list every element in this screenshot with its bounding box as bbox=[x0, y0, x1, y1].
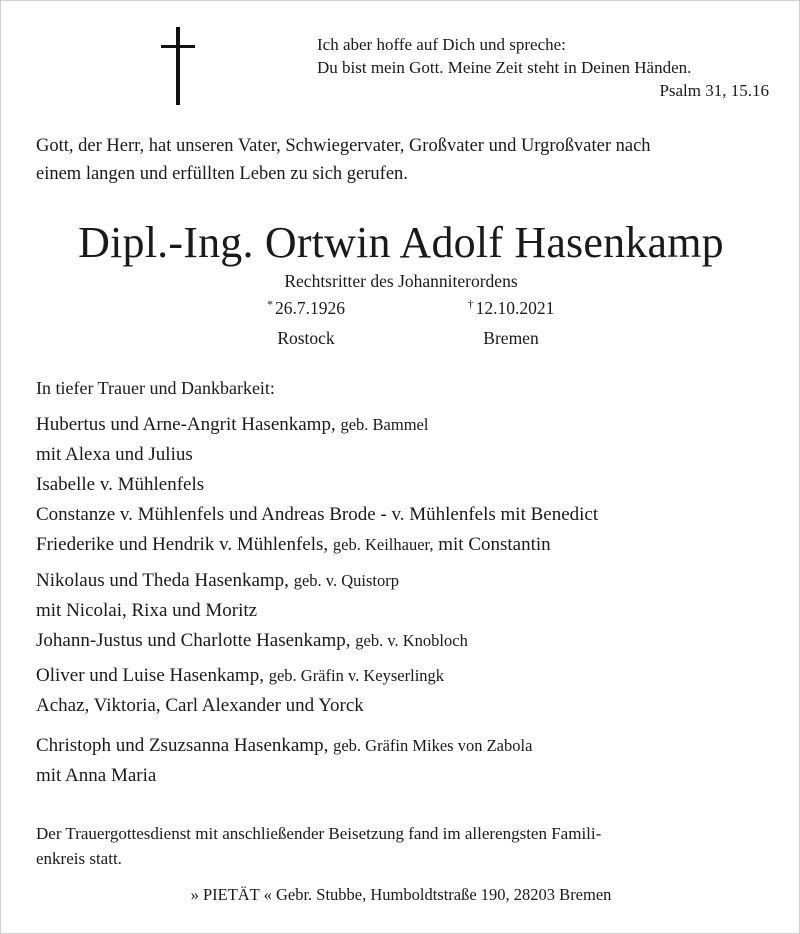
mourners-heading: In tiefer Trauer und Dankbarkeit: bbox=[36, 378, 275, 398]
family-line: mit Nicolai, Rixa und Moritz bbox=[36, 600, 258, 621]
cross-icon bbox=[161, 27, 195, 105]
family-head-maiden: geb. Gräfin v. Keyserlingk bbox=[268, 666, 445, 685]
service-line-1: Der Trauergottesdienst mit anschließender Beisetzung fand im allerengsten Famili- bbox=[36, 824, 602, 843]
family-head-maiden: geb. v. Quistorp bbox=[293, 571, 399, 590]
family-line: Constanze v. Mühlenfels und Andreas Brode - v. Mühlenfels mit Benedict bbox=[36, 504, 599, 525]
psalm-line-1: Ich aber hoffe auf Dich und spreche: bbox=[317, 35, 566, 54]
family-group-2 bbox=[36, 566, 781, 656]
family-line: mit Anna Maria bbox=[36, 765, 157, 786]
family-line: Friederike und Hendrik v. Mühlenfels, bbox=[36, 534, 329, 555]
death-symbol: † bbox=[467, 297, 474, 311]
death-info bbox=[401, 289, 621, 353]
intro-text bbox=[36, 132, 776, 188]
birth-info bbox=[196, 289, 416, 353]
intro-line-1: Gott, der Herr, hat unseren Vater, Schwiegervater, Großvater und Urgroßvater nach bbox=[36, 136, 651, 156]
birth-date: 26.7.1926 bbox=[275, 298, 345, 318]
undertaker-info: » PIETÄT « Gebr. Stubbe, Humboldtstraße 190, 28203 Bremen bbox=[190, 885, 612, 904]
family-head: Oliver und Luise Hasenkamp, bbox=[36, 665, 264, 686]
deceased-name: Dipl.-Ing. Ortwin Adolf Hasenkamp bbox=[78, 218, 724, 267]
psalm-reference: Psalm 31, 15.16 bbox=[659, 81, 769, 100]
family-group-4 bbox=[36, 731, 781, 791]
family-line-maiden: geb. v. Knobloch bbox=[355, 631, 468, 650]
birth-place: Rostock bbox=[277, 328, 335, 348]
deceased-title: Rechtsritter des Johanniterordens bbox=[284, 271, 518, 291]
service-line-2: enkreis statt. bbox=[36, 849, 122, 868]
service-notice bbox=[36, 821, 776, 871]
intro-line-2: einem langen und erfüllten Leben zu sich gerufen. bbox=[36, 164, 408, 184]
family-line-maiden: geb. Keilhauer, bbox=[332, 535, 434, 554]
family-line: Achaz, Viktoria, Carl Alexander und Yorck bbox=[36, 695, 364, 716]
psalm-line-2: Du bist mein Gott. Meine Zeit steht in Deinen Händen. bbox=[317, 58, 692, 77]
family-line: Johann-Justus und Charlotte Hasenkamp, bbox=[36, 630, 351, 651]
family-group-1 bbox=[36, 410, 781, 560]
family-group-3 bbox=[36, 661, 781, 721]
family-head-maiden: geb. Bammel bbox=[340, 415, 429, 434]
family-line: Isabelle v. Mühlenfels bbox=[36, 474, 205, 495]
family-head-maiden: geb. Gräfin Mikes von Zabola bbox=[333, 736, 533, 755]
family-head: Christoph und Zsuzsanna Hasenkamp, bbox=[36, 735, 329, 756]
family-head: Hubertus und Arne-Angrit Hasenkamp, bbox=[36, 414, 336, 435]
birth-symbol: * bbox=[267, 297, 273, 311]
death-date: 12.10.2021 bbox=[475, 298, 555, 318]
family-line-end: mit Constantin bbox=[438, 534, 551, 555]
family-line: mit Alexa und Julius bbox=[36, 444, 193, 465]
family-head: Nikolaus und Theda Hasenkamp, bbox=[36, 570, 289, 591]
psalm-quote bbox=[317, 33, 769, 102]
death-place: Bremen bbox=[483, 328, 539, 348]
